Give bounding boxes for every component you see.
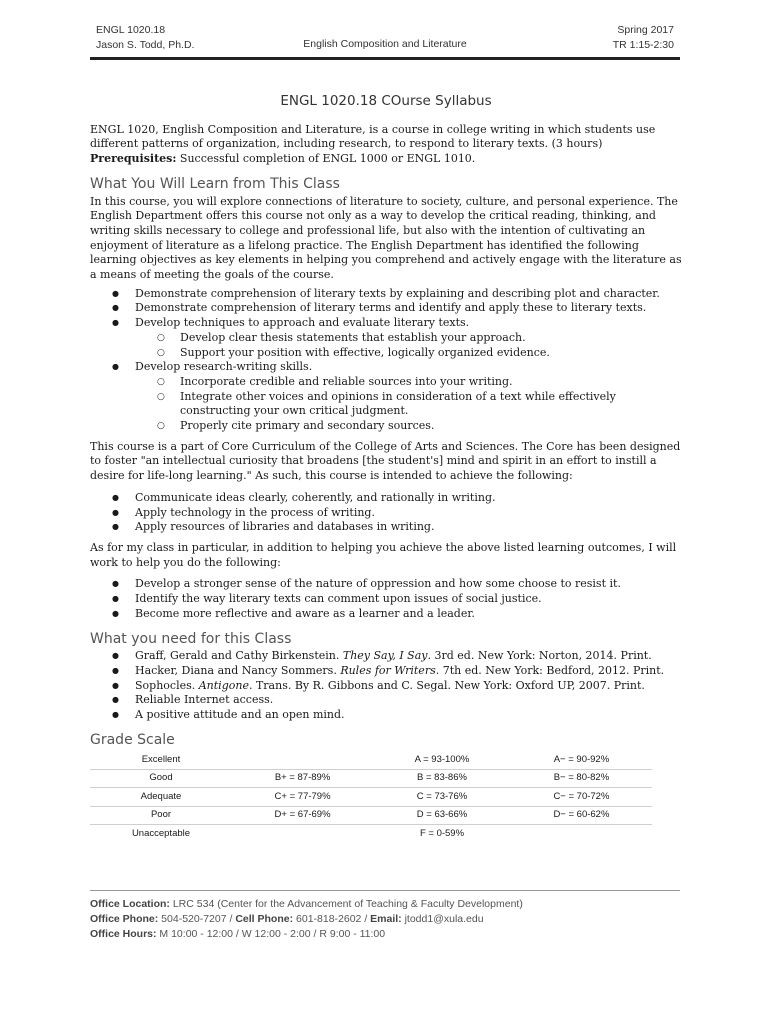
class-goals-list (90, 577, 682, 621)
material-item (90, 679, 682, 694)
grade-scale-table (90, 751, 652, 843)
office-info (90, 897, 523, 942)
grade-row (90, 806, 652, 825)
material-item (90, 649, 682, 664)
class-paragraph: As for my class in particular, in addition to helping you achieve the above listed learning outcomes, I will work to help you do the following: (90, 540, 677, 569)
grade-range: C+ = 77-79% (232, 788, 373, 807)
material-text: Graff, Gerald and Cathy Birkenstein. (135, 649, 343, 663)
class-goal-item: ● Develop a stronger sense of the nature of oppression and how some choose to resist it. (90, 577, 682, 592)
grade-level: Good (90, 769, 232, 788)
cell-phone: 601-818-2602 / (293, 913, 371, 925)
core-paragraph: This course is a part of Core Curriculum of the College of Arts and Sciences. The Core has been designed to foster "an intellectual curiosity that broadens [the student's] mind and spirit in an effort to instill a desire for life-long learning." As such, this course is intended to achieve the following: (90, 439, 681, 483)
intro-text: ENGL 1020, English Composition and Literature, is a course in college writing in which students use different patterns of organization, including research, to respond to literary texts. (3 hours) (90, 122, 656, 151)
grade-range: B = 83-86% (373, 769, 511, 788)
objective-sublist (135, 375, 682, 434)
material-title: Rules for Writers (340, 663, 436, 677)
objective-text: Demonstrate comprehension of literary terms and identify and apply these to literary texts. (135, 301, 647, 315)
core-goal-item: ● Communicate ideas clearly, coherently, and rationally in writing. (90, 491, 682, 506)
objective-item (90, 301, 682, 316)
material-details: . 7th ed. New York: Bedford, 2012. Print. (435, 663, 665, 677)
materials-list (90, 649, 682, 723)
material-text: Sophocles. (135, 678, 199, 692)
header-divider (90, 57, 680, 60)
grade-range: D = 63-66% (373, 806, 511, 825)
office-location-label: Office Location: (90, 898, 170, 910)
course-code: ENGL 1020.18 (96, 24, 166, 36)
syllabus-body (90, 94, 682, 843)
prereq-label: Prerequisites: (90, 152, 177, 166)
grade-range (232, 825, 373, 843)
class-time: TR 1:15-2:30 (612, 39, 674, 51)
grade-range (511, 825, 652, 843)
material-text: Hacker, Diana and Nancy Sommers. (135, 663, 341, 677)
objective-subitem: ○ Incorporate credible and reliable sources into your writing. (135, 375, 682, 390)
email-link[interactable]: jtodd1@xula.edu (401, 913, 484, 925)
grade-level: Unacceptable (131, 827, 191, 839)
grade-level: Poor (90, 806, 232, 825)
grade-range: C = 73-76% (373, 788, 511, 807)
material-text: A positive attitude and an open mind. (135, 708, 345, 722)
grade-range: C− = 70-72% (511, 788, 652, 807)
grade-range: F = 0-59% (419, 827, 465, 839)
grade-level: Adequate (90, 788, 232, 807)
grade-range: D+ = 67-69% (232, 806, 373, 825)
objective-sublist (135, 331, 682, 360)
office-hours-line (90, 927, 523, 942)
grade-row (90, 825, 652, 843)
grade-row (90, 751, 652, 769)
objective-subitem: ○ Support your position with effective, logically organized evidence. (135, 346, 682, 361)
grade-range: A = 93-100% (373, 751, 511, 769)
office-phone: 504-520-7207 / (158, 913, 236, 925)
material-item (90, 693, 682, 708)
course-name: English Composition and Literature (303, 38, 467, 50)
grade-range: A− = 90-92% (511, 751, 652, 769)
course-description (90, 123, 682, 167)
section-heading-grades: Grade Scale (90, 731, 175, 748)
objective-item (90, 316, 682, 360)
core-goals-list (90, 491, 682, 535)
objective-text: Develop research-writing skills. (135, 360, 313, 374)
objective-subitem: ○ Develop clear thesis statements that establish your approach. (135, 331, 682, 346)
page-title: ENGL 1020.18 COurse Syllabus (280, 93, 492, 109)
core-goal-item: ● Apply resources of libraries and databases in writing. (90, 520, 682, 535)
material-text: Reliable Internet access. (135, 693, 274, 707)
office-location: LRC 534 (Center for the Advancement of Teaching & Faculty Development) (169, 898, 523, 910)
term: Spring 2017 (617, 24, 674, 36)
material-item (90, 708, 682, 723)
objective-item (90, 360, 682, 434)
material-item (90, 664, 682, 679)
objective-subitem: ○ Integrate other voices and opinions in consideration of a text while effectively constructing your own critical judgment. (135, 390, 682, 419)
material-details: . Trans. By R. Gibbons and C. Segal. New York: Oxford UP, 2007. Print. (248, 678, 645, 692)
office-hours-label: Office Hours: (90, 928, 157, 940)
email-label: Email: (370, 913, 402, 925)
class-goal-item: ● Become more reflective and aware as a learner and a leader. (90, 607, 682, 622)
objective-subitem: ○ Properly cite primary and secondary sources. (135, 419, 682, 434)
section-heading-need: What you need for this Class (90, 630, 292, 647)
class-goal-item: ● Identify the way literary texts can comment upon issues of social justice. (90, 592, 682, 607)
office-phone-label: Office Phone: (90, 913, 159, 925)
grade-row (90, 769, 652, 788)
material-title: They Say, I Say (342, 649, 428, 663)
instructor-name: Jason S. Todd, Ph.D. (96, 39, 195, 51)
objective-text: Develop techniques to approach and evaluate literary texts. (135, 316, 470, 330)
grade-range: B+ = 87-89% (232, 769, 373, 788)
header-right (613, 23, 674, 53)
office-hours: M 10:00 - 12:00 / W 12:00 - 2:00 / R 9:00 - 11:00 (156, 928, 386, 940)
footer-divider (90, 890, 680, 891)
page-header (90, 18, 680, 58)
objective-item (90, 287, 682, 302)
material-details: . 3rd ed. New York: Norton, 2014. Print. (427, 649, 652, 663)
cell-phone-label: Cell Phone: (235, 913, 294, 925)
section-heading-learn: What You Will Learn from This Class (90, 175, 340, 192)
grade-range: D− = 60-62% (511, 806, 652, 825)
grade-range: B− = 80-82% (511, 769, 652, 788)
office-location-line (90, 897, 523, 912)
prereq-text: Successful completion of ENGL 1000 or ENGL 1010. (176, 152, 476, 166)
grade-level: Excellent (90, 751, 232, 769)
objective-text: Demonstrate comprehension of literary texts by explaining and describing plot and character. (135, 286, 660, 300)
learn-paragraph: In this course, you will explore connections of literature to society, culture, and personal experience. The English Department offers this course not only as a way to develop the critical reading, thinking, and writing skills necessary to college and professional life, but also with the intention of cultivating an enjoyment of literature as a lifelong practice. The English Department has identified the following learning objectives as key elements in helping you comprehend and actively engage with the literature as a means of meeting the goals of the course. (90, 194, 682, 282)
grade-range (232, 751, 373, 769)
core-goal-item: ● Apply technology in the process of writing. (90, 506, 682, 521)
office-phone-line (90, 912, 523, 927)
material-title: Antigone (198, 678, 249, 692)
objectives-list (90, 287, 682, 434)
grade-row (90, 788, 652, 807)
